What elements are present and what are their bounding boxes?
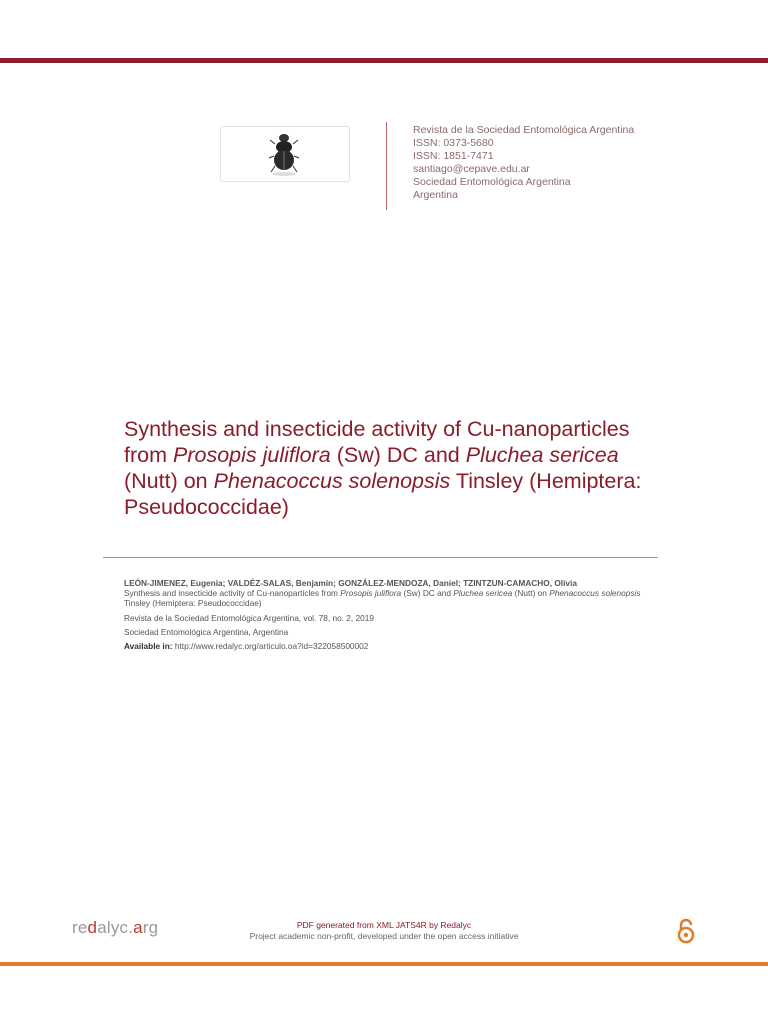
title-text-3: (Nutt) on <box>124 469 214 493</box>
logo-text-3: rg <box>142 918 159 937</box>
citation-publisher: Sociedad Entomológica Argentina, Argentina <box>124 626 289 637</box>
logo-accent-2: a <box>133 918 143 937</box>
citation-block <box>124 578 644 651</box>
journal-publisher: Sociedad Entomológica Argentina <box>413 176 571 188</box>
journal-country: Argentina <box>413 189 458 201</box>
citation-title-text-1: Synthesis and insecticide activity of Cu-nanoparticles from <box>124 588 341 599</box>
journal-name: Revista de la Sociedad Entomológica Argentina <box>413 124 635 136</box>
title-species-3: Phenacoccus solenopsis <box>213 469 451 493</box>
title-text-1: Synthesis and insecticide activity of Cu-nanoparticles from <box>124 417 630 467</box>
citation-species-2: Pluchea sericea <box>453 588 513 599</box>
logo-text-2: alyc. <box>97 918 134 937</box>
journal-info <box>413 124 634 202</box>
available-label: Available in: <box>124 641 173 652</box>
title-text-4: Tinsley (Hemiptera: Pseudococcidae) <box>124 469 642 519</box>
title-divider <box>103 557 658 558</box>
title-species-2: Pluchea sericea <box>465 443 619 467</box>
title-species-1: Prosopis juliflora <box>172 443 331 467</box>
citation-authors: LEÓN-JIMENEZ, Eugenia; VALDÉZ-SALAS, Benjamín; GONZÁLEZ-MENDOZA, Daniel; TZINTZUN-CAMACHO, Olivia <box>124 578 577 588</box>
citation-journal: Revista de la Sociedad Entomológica Argentina, vol. 78, no. 2, 2019 <box>124 612 374 623</box>
citation-title-text-4: Tinsley (Hemiptera: Pseudococcidae) <box>124 598 262 609</box>
issn-online: ISSN: 1851-7471 <box>413 150 494 162</box>
citation-title-text-3: (Nutt) on <box>512 588 550 599</box>
title-text-2: (Sw) DC and <box>330 443 466 467</box>
generated-note: PDF generated from XML JATS4R by Redalyc <box>296 920 472 930</box>
beetle-icon <box>268 130 300 178</box>
footer-notice <box>200 920 568 942</box>
bottom-brand-bar <box>0 962 768 966</box>
project-note: Project academic non-profit, developed under the open access initiative <box>249 931 519 941</box>
top-brand-bar <box>0 58 768 63</box>
journal-email[interactable]: santiago@cepave.edu.ar <box>413 163 530 175</box>
citation-species-1: Prosopis juliflora <box>340 588 402 599</box>
available-link[interactable]: http://www.redalyc.org/articulo.oa?id=322058500002 <box>174 641 369 652</box>
citation-title-text-2: (Sw) DC and <box>401 588 454 599</box>
journal-logo <box>220 126 350 182</box>
citation-title <box>124 588 644 608</box>
header-divider <box>386 122 387 210</box>
citation-species-3: Phenacoccus solenopsis <box>549 588 641 599</box>
logo-text-1: re <box>72 918 88 937</box>
open-access-icon <box>676 918 696 944</box>
issn-print: ISSN: 0373-5680 <box>413 137 494 149</box>
article-title <box>124 416 644 520</box>
redalyc-logo[interactable] <box>72 918 158 938</box>
logo-accent-1: d <box>87 918 98 937</box>
citation-availability <box>124 641 644 651</box>
